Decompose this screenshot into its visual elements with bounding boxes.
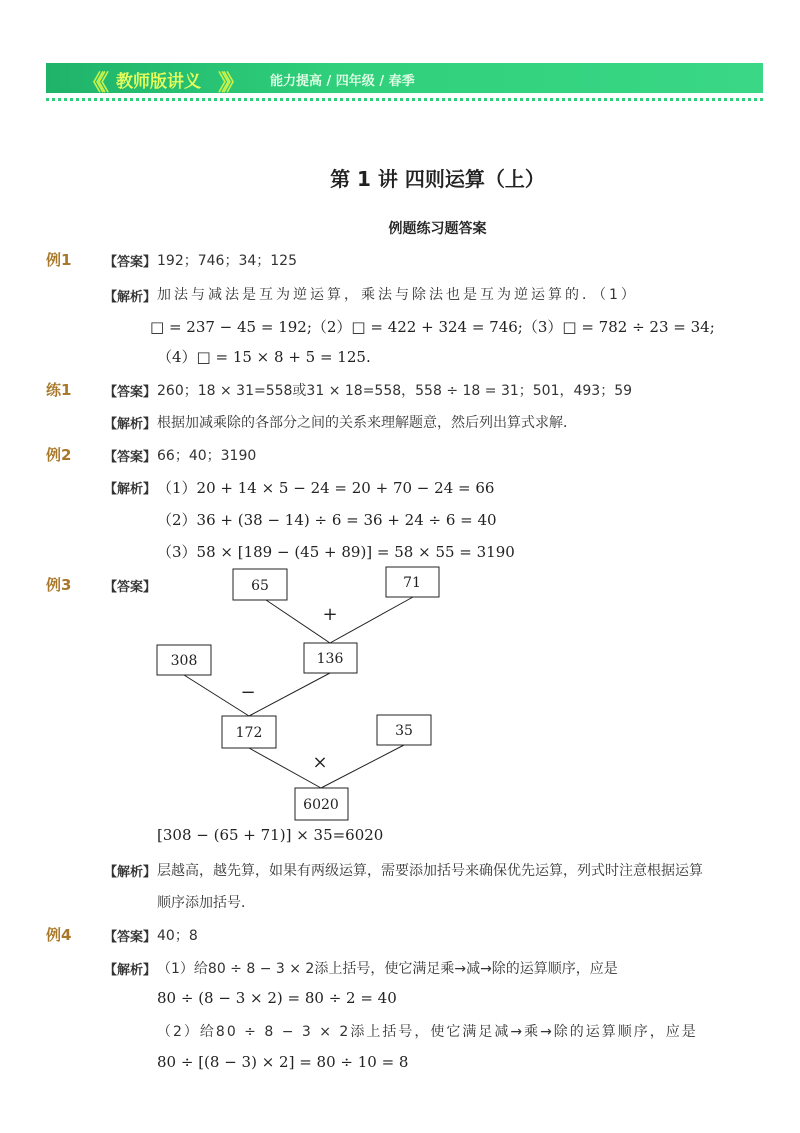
ex4-line4: 80 ÷ [(8 − 3) × 2] = 80 ÷ 10 = 8 <box>157 1053 409 1071</box>
ex1-label: 例1 <box>46 251 72 269</box>
ex4-analysis-tag: 【解析】 <box>104 963 157 978</box>
edge-65-136 <box>266 600 330 643</box>
ex4-answer-tag: 【答案】 <box>104 930 157 945</box>
ex2-line2: （2）36 + (38 − 14) ÷ 6 = 36 + 24 ÷ 6 = 40 <box>157 511 497 529</box>
operator-plus: + <box>322 604 338 625</box>
ex1-analysis-line3: （4）□ = 15 × 8 + 5 = 125. <box>157 348 371 366</box>
ex2-line1: （1）20 + 14 × 5 − 24 = 20 + 70 − 24 = 66 <box>157 479 495 497</box>
pr1-answer: 260；18 × 31=558或31 × 18=558，558 ÷ 18 = 31；501，493；59 <box>157 383 633 399</box>
ex1-answer: 192；746；34；125 <box>157 253 297 269</box>
ex1-answer-tag: 【答案】 <box>104 255 157 270</box>
node-65: 65 <box>251 578 269 594</box>
ex2-analysis-tag: 【解析】 <box>104 482 157 497</box>
ex1-analysis-line2: □ = 237 − 45 = 192;（2）□ = 422 + 324 = 746;（3）□ = 782 ÷ 23 = 34; <box>150 318 715 336</box>
edge-172-6020 <box>249 748 321 788</box>
edge-136-172 <box>249 673 330 716</box>
pr1-label: 练1 <box>46 381 72 399</box>
ex1-analysis-tag: 【解析】 <box>104 290 157 305</box>
pr1-answer-tag: 【答案】 <box>104 385 157 400</box>
edge-308-172 <box>184 675 249 716</box>
ex4-line2: 80 ÷ (8 − 3 × 2) = 80 ÷ 2 = 40 <box>157 989 397 1007</box>
ex2-answer-tag: 【答案】 <box>104 450 157 465</box>
edge-71-136 <box>330 597 413 643</box>
ex3-formula: [308 − (65 + 71)] × 35=6020 <box>157 826 384 844</box>
ex2-answer: 66；40；3190 <box>157 448 257 464</box>
node-308: 308 <box>170 653 198 669</box>
ex3-analysis-line2: 顺序添加括号． <box>157 895 255 911</box>
pr1-analysis: 根据加减乘除的各部分之间的关系来理解题意，然后列出算式求解． <box>157 415 577 431</box>
edge-35-6020 <box>321 745 404 788</box>
chevron-right-icon: 》》 <box>218 71 240 96</box>
operator-minus: − <box>240 682 256 703</box>
pr1-analysis-tag: 【解析】 <box>104 417 157 432</box>
ex2-line3: （3）58 × [189 − (45 + 89)] = 58 × 55 = 3190 <box>157 543 515 561</box>
ex4-line3: （2）给80 ÷ 8 − 3 × 2添上括号，使它满足减→乘→除的运算顺序，应是 <box>157 1024 698 1040</box>
chevron-left-icon: 《《 <box>82 71 104 96</box>
ex4-label: 例4 <box>46 926 72 944</box>
header-title: 教师版讲义 <box>116 72 201 92</box>
ex4-line1: （1）给80 ÷ 8 − 3 × 2添上括号，使它满足乘→减→除的运算顺序，应是 <box>157 961 618 977</box>
ex1-analysis-line1: 加法与减法是互为逆运算，乘法与除法也是互为逆运算的．（1） <box>157 287 638 303</box>
node-136: 136 <box>316 651 344 667</box>
ex3-answer-tag: 【答案】 <box>104 580 157 595</box>
lecture-title: 第 1 讲 四则运算（上） <box>330 167 545 191</box>
section-title: 例题练习题答案 <box>388 221 487 237</box>
node-172: 172 <box>235 725 263 741</box>
ex3-analysis-tag: 【解析】 <box>104 865 157 880</box>
node-35: 35 <box>395 723 413 739</box>
ex3-label: 例3 <box>46 576 72 594</box>
node-71: 71 <box>403 575 421 591</box>
operator-times: × <box>312 752 328 773</box>
ex3-analysis-line1: 层越高，越先算，如果有两级运算，需要添加括号来确保优先运算，列式时注意根据运算 <box>157 863 703 879</box>
node-6020: 6020 <box>303 797 339 813</box>
header-subtitle: 能力提高 / 四年级 / 春季 <box>270 74 415 89</box>
ex4-answer: 40；8 <box>157 928 198 944</box>
ex2-label: 例2 <box>46 446 72 464</box>
